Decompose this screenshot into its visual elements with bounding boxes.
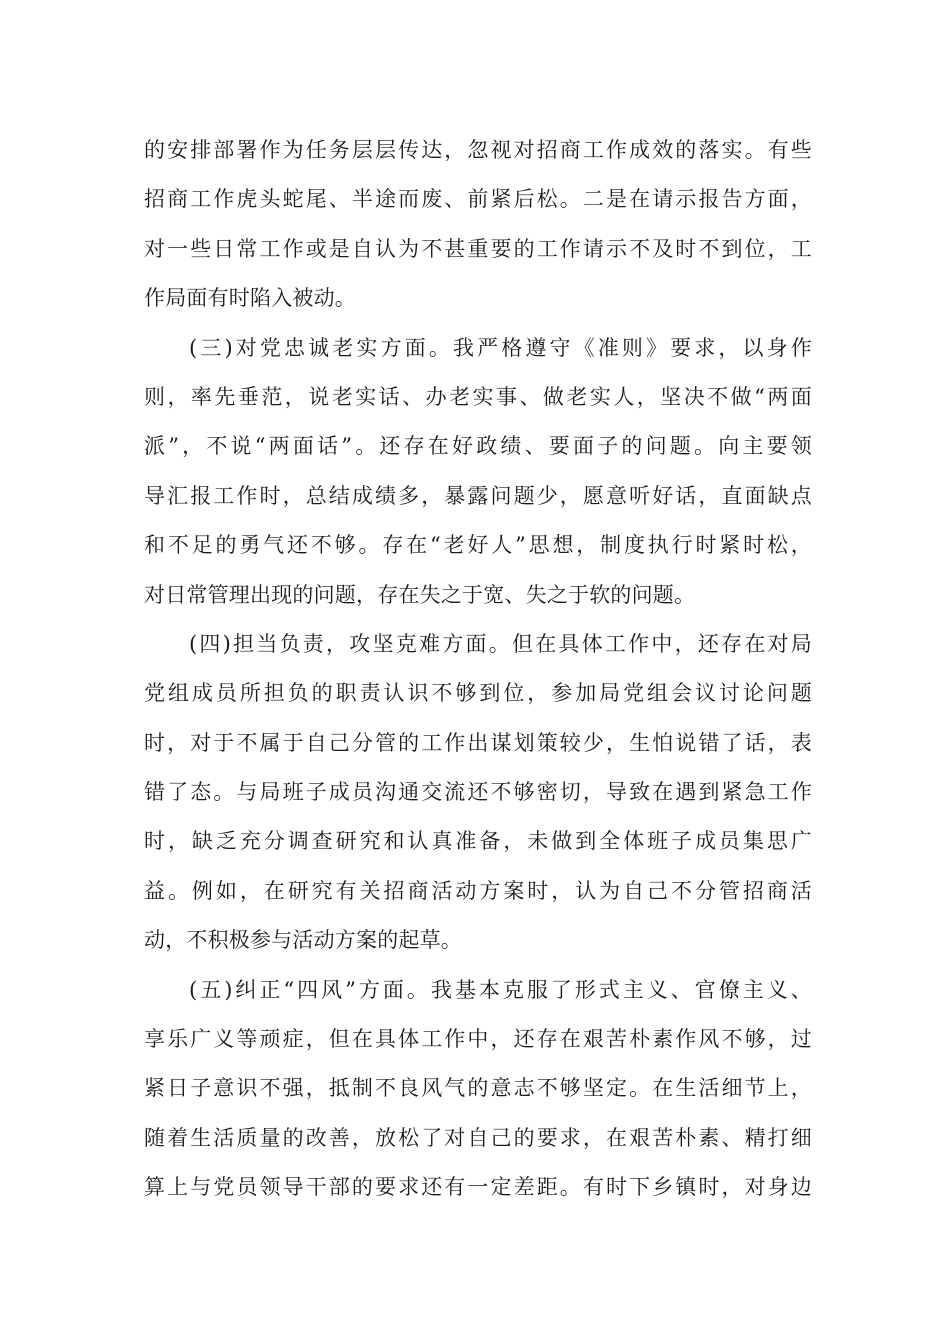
- text-line: 和不足的勇气还不够。存在“老好人”思想，制度执行时紧时松，: [144, 533, 812, 558]
- text-line: 招商工作虎头蛇尾、半途而废、前紧后松。二是在请示报告方面，: [144, 187, 812, 212]
- text-line: 作局面有时陷入被动。: [144, 286, 356, 311]
- text-line: 益。例如，在研究有关招商活动方案时，认为自己不分管招商活: [144, 878, 812, 903]
- text-line: 对日常管理出现的问题，存在失之于宽、失之于软的问题。: [144, 582, 696, 607]
- text-line: 错了态。与局班子成员沟通交流还不够密切，导致在遇到紧急工作: [144, 780, 812, 805]
- text-line: 导汇报工作时，总结成绩多，暴露问题少，愿意听好话，直面缺点: [144, 483, 812, 508]
- text-line: 紧日子意识不强，抵制不良风气的意志不够坚定。在生活细节上，: [144, 1076, 812, 1101]
- text-line: 时，对于不属于自己分管的工作出谋划策较少，生怕说错了话，表: [144, 730, 812, 755]
- document-body: [144, 126, 812, 1213]
- text-line: (四)担当负责，攻坚克难方面。但在具体工作中，还存在对局: [189, 631, 812, 656]
- text-line: 时，缺乏充分调查研究和认真准备，未做到全体班子成员集思广: [144, 829, 812, 854]
- text-line: 享乐广义等顽症，但在具体工作中，还存在艰苦朴素作风不够，过: [144, 1027, 812, 1052]
- text-line: (三)对党忠诚老实方面。我严格遵守《准则》要求，以身作: [189, 335, 812, 360]
- text-line: 的安排部署作为任务层层传达，忽视对招商工作成效的落实。有些: [144, 138, 812, 162]
- text-line: 对一些日常工作或是自认为不甚重要的工作请示不及时不到位，工: [144, 236, 812, 261]
- text-line: 党组成员所担负的职责认识不够到位，参加局党组会议讨论问题: [144, 681, 812, 706]
- text-line: 算上与党员领导干部的要求还有一定差距。有时下乡镇时，对身边: [144, 1175, 812, 1200]
- text-line: 则，率先垂范，说老实话、办老实事、做老实人，坚决不做“两面: [144, 384, 812, 409]
- text-line: 随着生活质量的改善，放松了对自己的要求，在艰苦朴素、精打细: [144, 1125, 812, 1150]
- text-line: (五)纠正“四风”方面。我基本克服了形式主义、官僚主义、: [189, 977, 812, 1002]
- text-line: 动，不积极参与活动方案的起草。: [144, 928, 462, 953]
- text-line: 派”，不说“两面话”。还存在好政绩、要面子的问题。向主要领: [144, 434, 812, 459]
